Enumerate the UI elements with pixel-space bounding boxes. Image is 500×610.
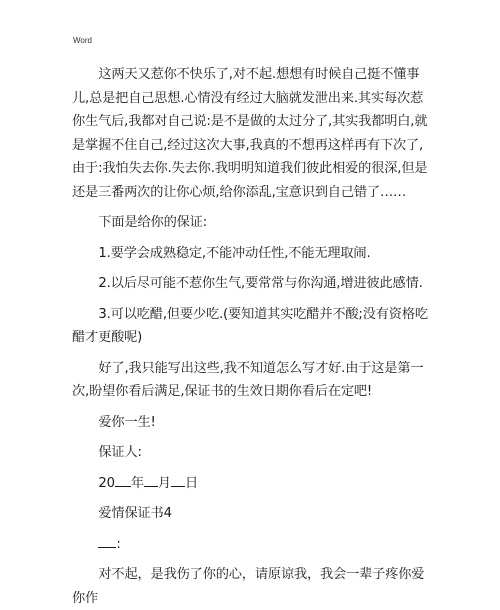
promise-item-3: 3.可以吃醋,但要少吃.(要知道其实吃醋并不酸;没有资格吃醋才更酸呢) xyxy=(72,306,428,345)
date-day: 日 xyxy=(184,475,199,491)
salutation-colon: : xyxy=(116,536,121,552)
date-month: 月 xyxy=(157,475,171,491)
month-blank xyxy=(144,473,158,487)
love-line: 爱你一生! xyxy=(98,414,156,430)
paragraph-final: 对不起，是我伤了你的心，请原谅我，我会一辈子疼你爱你作 xyxy=(72,567,425,606)
salutation-line xyxy=(72,533,430,557)
guarantor-label: 保证人: xyxy=(98,445,142,460)
date-prefix: 20 xyxy=(98,475,115,491)
paragraph-apology: 这两天又惹你不快乐了,对不起.想想有时候自己挺不懂事儿,总是把自己思想.心情没有经过大脑就发泄出来.其实每次惹你生气后,我都对自己说:是不是做的太过分了,其实我都明白,就是掌握不住自己,经过这次大事,我真的不想再这样再有下次了,由于:我怕失去你.失去你.我明明知道我们彼此相爱的很深,但是还是三番两次的让你心烦,给你添乱,宝意识到自己错了…… xyxy=(72,67,428,200)
section-title: 爱情保证书4 xyxy=(98,506,172,521)
header-label: Word xyxy=(73,36,92,45)
paragraph-promise-intro: 下面是给你的保证: xyxy=(98,215,207,230)
year-blank xyxy=(115,473,131,487)
date-year: 年 xyxy=(130,475,144,491)
salutation-blank xyxy=(98,535,116,548)
promise-item-1: 1.要学会成熟稳定,不能冲动任性,不能无理取闹. xyxy=(98,245,371,261)
paragraph-closing: 好了,我只能写出这些,我不知道怎么写才好.由于这是第一次,盼望你看后满足,保证书的生效日期你看后在定吧! xyxy=(72,360,424,399)
day-blank xyxy=(171,473,185,487)
date-line xyxy=(72,472,430,496)
document-body xyxy=(72,63,430,610)
promise-item-2: 2.以后尽可能不惹你生气,要常常与你沟通,增进彼此感情. xyxy=(98,276,423,291)
